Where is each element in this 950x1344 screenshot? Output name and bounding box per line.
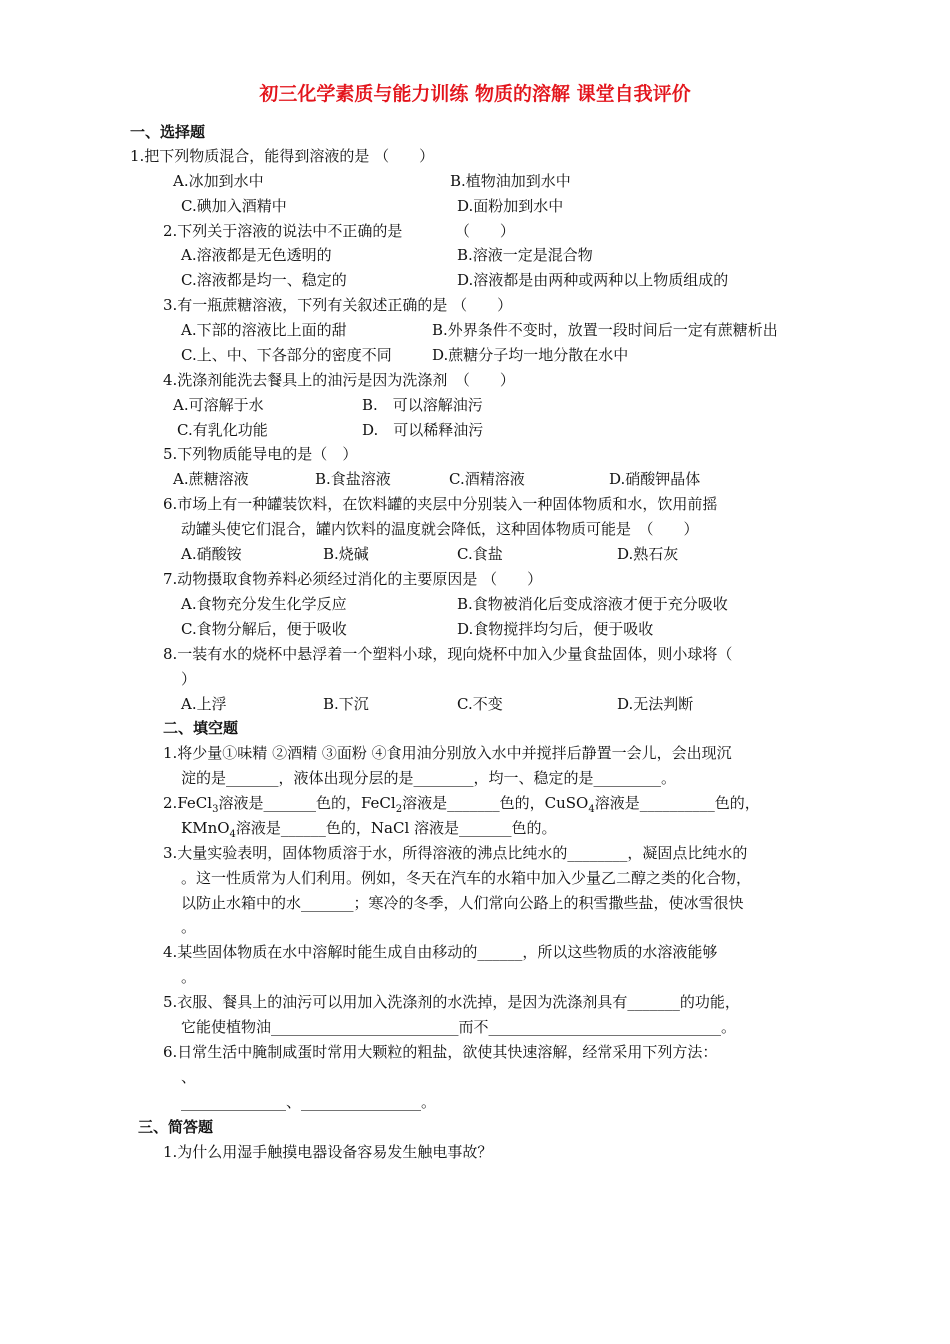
q2-option-d: D.溶液都是由两种或两种以上物质组成的 <box>457 271 729 289</box>
q3-option-c: C.上、中、下各部分的密度不同 <box>181 346 392 364</box>
subscript: 4 <box>588 804 595 815</box>
q7-option-a: A.食物充分发生化学反应 <box>181 595 347 613</box>
q1-option-d: D.面粉加到水中 <box>457 197 564 215</box>
q1-stem: 1.把下列物质混合，能得到溶液的是 （ ） <box>130 147 435 165</box>
fill-q2-part4: 溶液是______色的， <box>235 819 371 837</box>
q8-option-c: C.不变 <box>457 695 503 713</box>
q7-option-c: C.食物分解后，便于吸收 <box>181 620 347 638</box>
formula-cuso4: CuSO <box>544 794 589 812</box>
q8-option-d: D.无法判断 <box>617 695 694 713</box>
fill-q5-line1: 5.衣服、餐具上的油污可以用加入洗涤剂的水洗掉，是因为洗涤剂具有_______的功能， <box>163 993 740 1011</box>
q3-option-a: A.下部的溶液比上面的甜 <box>181 321 347 339</box>
fill-q2-part2: 溶液是_______色的， <box>402 794 545 812</box>
q8-stem-line1: 8.一装有水的烧杯中悬浮着一个塑料小球，现向烧杯中加入少量食盐固体，则小球将（ <box>163 645 733 663</box>
q4-option-b: B. 可以溶解油污 <box>362 396 483 414</box>
formula-kmno4: KMnO <box>181 819 230 837</box>
q1-option-c: C.碘加入酒精中 <box>181 197 287 215</box>
fill-q6-line3: ______________、________________。 <box>181 1093 437 1111</box>
fill-q2-part5: 溶液是_______色的。 <box>409 819 557 837</box>
subscript: 4 <box>229 829 236 840</box>
page-title: 初三化学素质与能力训练 物质的溶解 课堂自我评价 <box>259 83 691 105</box>
q6-stem-line1: 6.市场上有一种罐装饮料，在饮料罐的夹层中分别装入一种固体物质和水，饮用前摇 <box>163 495 718 513</box>
q6-option-b: B.烧碱 <box>323 545 369 563</box>
q6-option-c: C.食盐 <box>457 545 503 563</box>
fill-q1-line1: 1.将少量①味精 ②酒精 ③面粉 ④食用油分别放入水中并搅拌后静置一会儿，会出现沉 <box>163 744 732 762</box>
q5-option-c: C.酒精溶液 <box>449 470 525 488</box>
q7-option-d: D.食物搅拌均匀后，便于吸收 <box>457 620 654 638</box>
q4-option-a: A.可溶解于水 <box>173 396 264 414</box>
formula-fecl2: FeCl <box>360 794 396 812</box>
q1-option-b: B.植物油加到水中 <box>450 172 571 190</box>
fill-q3-line4: 。 <box>181 918 197 936</box>
q8-option-a: A.上浮 <box>181 695 227 713</box>
q2-stem: 2.下列关于溶液的说法中不正确的是 （ ） <box>163 222 515 240</box>
subscript: 2 <box>395 804 403 815</box>
q5-option-b: B.食盐溶液 <box>315 470 391 488</box>
q4-stem: 4.洗涤剂能洗去餐具上的油污是因为洗涤剂 （ ） <box>163 371 515 389</box>
section-heading-choice: 一、选择题 <box>130 123 206 141</box>
fill-q6-line1: 6.日常生活中腌制咸蛋时常用大颗粒的粗盐，欲使其快速溶解，经常采用下列方法： <box>163 1043 718 1061</box>
section-heading-fill: 二、填空题 <box>163 719 239 737</box>
q7-stem: 7.动物摄取食物养料必须经过消化的主要原因是 （ ） <box>163 570 543 588</box>
q5-option-d: D.硝酸钾晶体 <box>609 470 701 488</box>
q3-option-b: B.外界条件不变时，放置一段时间后一定有蔗糖析出 <box>432 321 778 339</box>
q4-option-d: D. 可以稀释油污 <box>362 421 484 439</box>
q4-option-c: C.有乳化功能 <box>177 421 268 439</box>
q2-option-c: C.溶液都是均一、稳定的 <box>181 271 347 289</box>
q2-option-a: A.溶液都是无色透明的 <box>181 246 332 264</box>
fill-q3-line1: 3.大量实验表明，固体物质溶于水，所得溶液的沸点比纯水的________，凝固点比纯水的 <box>163 844 748 862</box>
section-heading-short-answer: 三、简答题 <box>138 1118 214 1136</box>
q8-option-b: B.下沉 <box>323 695 369 713</box>
subscript: 3 <box>212 804 219 815</box>
q6-option-d: D.熟石灰 <box>617 545 679 563</box>
q1-option-a: A.冰加到水中 <box>173 172 264 190</box>
fill-q3-line3: 以防止水箱中的水_______；寒冷的冬季，人们常向公路上的积雪撒些盐，使冰雪很快 <box>181 894 744 912</box>
q6-option-a: A.硝酸铵 <box>181 545 242 563</box>
fill-q6-line2: 、 <box>181 1068 197 1086</box>
fill-q1-line2: 淀的是_______，液体出现分层的是________，均一、稳定的是_________。 <box>181 769 677 787</box>
q2-option-b: B.溶液一定是混合物 <box>457 246 593 264</box>
fill-q4-line1: 4.某些固体物质在水中溶解时能生成自由移动的______，所以这些物质的水溶液能够 <box>163 943 718 961</box>
q5-stem: 5.下列物质能导电的是（ ） <box>163 445 358 463</box>
formula-fecl3: FeCl <box>177 794 213 812</box>
q7-option-b: B.食物被消化后变成溶液才便于充分吸收 <box>457 595 728 613</box>
fill-q2-number: 2. <box>163 794 178 812</box>
formula-nacl: NaCl <box>370 819 410 837</box>
fill-q2-part1: 溶液是_______色的， <box>218 794 361 812</box>
q5-option-a: A.蔗糖溶液 <box>173 470 249 488</box>
fill-q2-line1 <box>163 793 760 813</box>
short-answer-q1: 1.为什么用湿手触摸电器设备容易发生触电事故？ <box>163 1143 493 1161</box>
fill-q3-line2: 。这一性质常为人们利用。例如，冬天在汽车的水箱中加入少量乙二醇之类的化合物， <box>181 869 752 887</box>
q3-stem: 3.有一瓶蔗糖溶液，下列有关叙述正确的是 （ ） <box>163 296 513 314</box>
fill-q2-part3: 溶液是__________色的， <box>594 794 760 812</box>
fill-q4-line2: 。 <box>181 968 197 986</box>
fill-q5-line2: 它能使植物油_________________________而不_______________________________。 <box>181 1018 737 1036</box>
fill-q2-line2 <box>181 818 557 838</box>
q8-stem-line2: ） <box>181 670 197 688</box>
q3-option-d: D.蔗糖分子均一地分散在水中 <box>432 346 629 364</box>
q6-stem-line2: 动罐头使它们混合，罐内饮料的温度就会降低，这种固体物质可能是 （ ） <box>181 520 699 538</box>
